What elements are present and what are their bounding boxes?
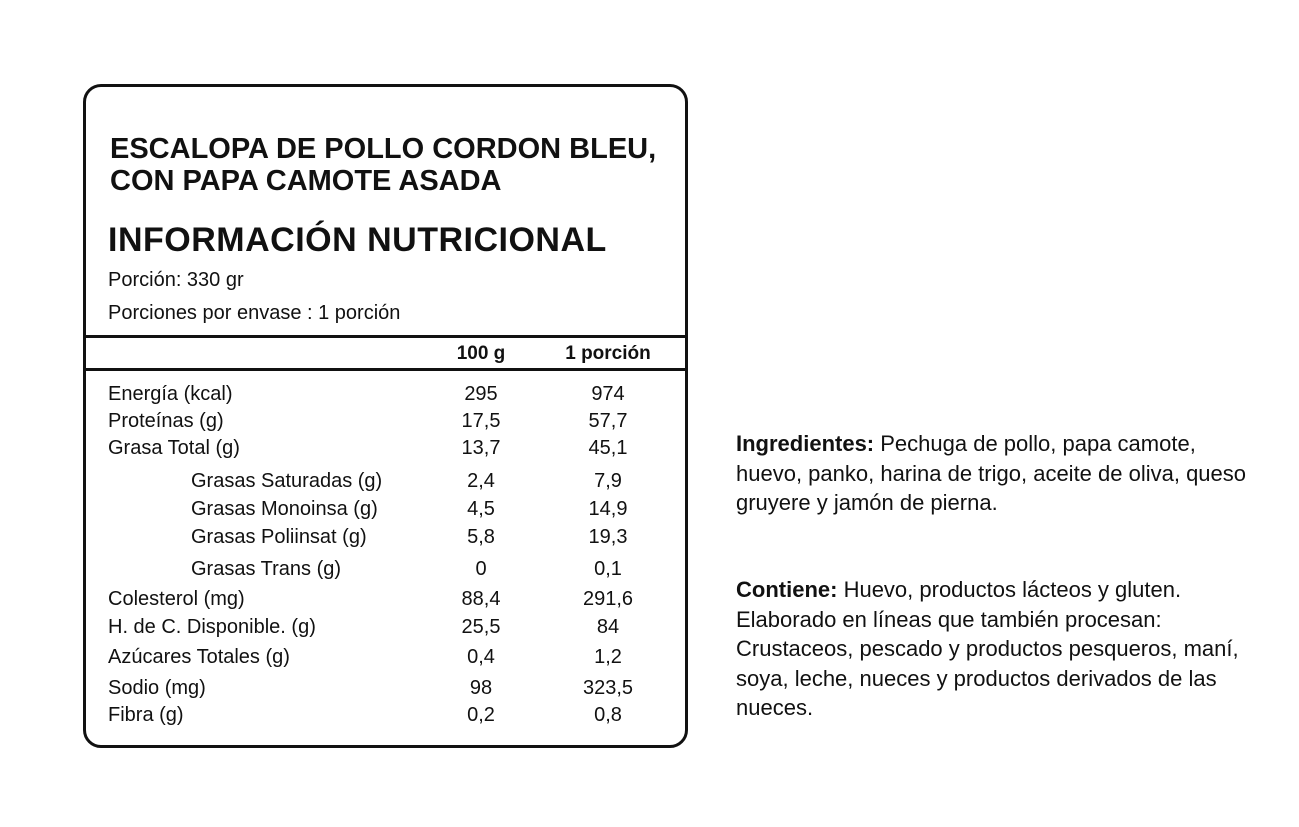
portions-per-pack: Porciones por envase : 1 porción <box>108 302 401 324</box>
nutrient-value-100g: 0 <box>475 558 487 580</box>
nutrient-value-100g: 295 <box>464 383 498 405</box>
nutrient-name: H. de C. Disponible. (g) <box>108 616 316 638</box>
nutrient-name: Grasas Monoinsa (g) <box>191 498 378 520</box>
nutrient-row <box>86 588 685 614</box>
ingredients-heading: Ingredientes: <box>736 431 875 456</box>
nutrient-row <box>86 704 685 730</box>
nutrient-value-portion: 974 <box>591 383 625 405</box>
nutrient-row <box>86 437 685 463</box>
nutrition-label-card <box>83 84 688 748</box>
ingredients-text: Pechuga de pollo, papa camote, huevo, panko, harina de trigo, aceite de oliva, queso gruyere y jamón de pierna. <box>736 431 1247 515</box>
nutrient-name: Azúcares Totales (g) <box>108 646 290 668</box>
nutrient-row <box>86 616 685 642</box>
nutrient-value-100g: 88,4 <box>461 588 501 610</box>
nutrient-name: Energía (kcal) <box>108 383 233 405</box>
nutrient-name: Grasa Total (g) <box>108 437 240 459</box>
nutrient-name: Grasas Poliinsat (g) <box>191 526 367 548</box>
nutrient-value-portion: 57,7 <box>588 410 628 432</box>
nutrient-row <box>86 410 685 436</box>
nutrient-value-100g: 0,4 <box>467 646 495 668</box>
nutrient-name: Sodio (mg) <box>108 677 206 699</box>
nutrient-value-portion: 45,1 <box>588 437 628 459</box>
nutrient-value-100g: 4,5 <box>467 498 495 520</box>
table-top-rule <box>86 335 685 338</box>
nutrient-value-100g: 25,5 <box>461 616 501 638</box>
nutrient-name: Grasas Saturadas (g) <box>191 470 383 492</box>
nutrient-row <box>86 383 685 409</box>
column-header-100g: 100 g <box>456 343 506 364</box>
nutrient-value-100g: 98 <box>469 677 493 699</box>
allergens-heading: Contiene: <box>736 577 838 602</box>
nutrient-name: Proteínas (g) <box>108 410 224 432</box>
nutrient-value-100g: 13,7 <box>461 437 501 459</box>
nutrient-value-portion: 84 <box>596 616 620 638</box>
nutrient-name: Colesterol (mg) <box>108 588 245 610</box>
nutrient-value-portion: 19,3 <box>588 526 628 548</box>
allergens-paragraph <box>736 575 1256 723</box>
ingredients-paragraph <box>736 429 1256 518</box>
nutrient-row <box>86 526 685 552</box>
allergens-text: Huevo, productos lácteos y gluten. Elaborado en líneas que también procesan: Crustaceos, pescado y productos pesqueros, maní, soya, leche, nueces y productos derivados de las nueces. <box>736 577 1239 720</box>
nutrient-value-100g: 17,5 <box>461 410 501 432</box>
portion-size: Porción: 330 gr <box>108 269 244 291</box>
nutrient-value-portion: 7,9 <box>594 470 622 492</box>
nutrition-section-title: INFORMACIÓN NUTRICIONAL <box>108 221 607 259</box>
nutrient-value-100g: 5,8 <box>467 526 495 548</box>
nutrient-value-100g: 0,2 <box>467 704 495 726</box>
nutrient-name: Grasas Trans (g) <box>191 558 342 580</box>
nutrient-value-portion: 14,9 <box>588 498 628 520</box>
nutrient-value-portion: 291,6 <box>582 588 634 610</box>
nutrient-value-portion: 1,2 <box>594 646 622 668</box>
table-header-rule <box>86 368 685 371</box>
nutrient-row <box>86 470 685 496</box>
nutrient-value-portion: 0,8 <box>594 704 622 726</box>
nutrient-row <box>86 498 685 524</box>
nutrient-row <box>86 558 685 584</box>
product-title: ESCALOPA DE POLLO CORDON BLEU, CON PAPA CAMOTE ASADA <box>110 133 657 197</box>
nutrient-row <box>86 646 685 672</box>
nutrient-name: Fibra (g) <box>108 704 184 726</box>
nutrient-value-portion: 0,1 <box>594 558 622 580</box>
nutrient-value-100g: 2,4 <box>467 470 495 492</box>
nutrient-value-portion: 323,5 <box>582 677 634 699</box>
column-header-portion: 1 porción <box>565 343 651 364</box>
nutrient-row <box>86 677 685 703</box>
